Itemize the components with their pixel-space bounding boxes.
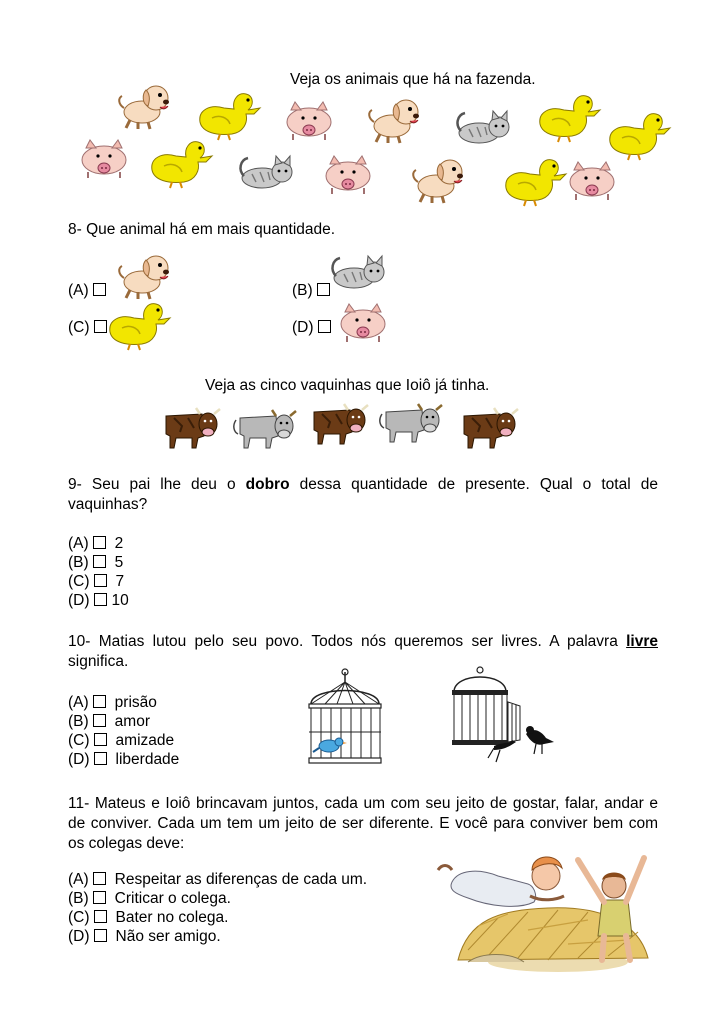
option-letter: (B) [292, 282, 313, 299]
option-letter: (A) [68, 535, 89, 552]
q10-text-end: significa. [68, 653, 129, 670]
q8-option-d[interactable] [292, 318, 334, 337]
q8-question: 8- Que animal há em mais quantidade. [68, 221, 336, 238]
checkbox[interactable] [93, 536, 106, 549]
q10-question [68, 632, 658, 672]
pig-icon [322, 152, 374, 196]
q10-option-b[interactable] [68, 712, 150, 731]
checkbox[interactable] [93, 283, 106, 296]
option-value: Não ser amigo. [115, 928, 221, 945]
checkbox[interactable] [93, 555, 106, 568]
option-value: 10 [111, 592, 129, 609]
checkbox[interactable] [94, 910, 107, 923]
checkbox[interactable] [94, 574, 107, 587]
option-letter: (D) [292, 319, 314, 336]
dog-icon [410, 156, 476, 206]
option-letter: (C) [68, 732, 90, 749]
checkbox[interactable] [93, 695, 106, 708]
closed-cage-with-bird-icon [305, 668, 385, 768]
duck-icon [604, 112, 670, 162]
option-value: 7 [115, 573, 125, 590]
option-letter: (A) [68, 282, 89, 299]
q11-option-d[interactable] [68, 927, 221, 946]
option-letter: (C) [68, 319, 90, 336]
cat-icon [330, 250, 390, 290]
q11-question: 11- Mateus e Ioiô brincavam juntos, cada um com seu jeito de gostar, falar, andar e de conviver. Cada um tem um jeito de ser diferente. E você para conviver bem com os colegas deve: [68, 795, 658, 852]
cows-group [0, 400, 728, 455]
option-value: liberdade [115, 751, 180, 768]
option-letter: (A) [68, 694, 89, 711]
cow-icon [310, 402, 372, 448]
q10-text-start: 10- Matias lutou pelo seu povo. Todos nós queremos ser livres. A palavra [68, 633, 627, 650]
q9-text-end: dessa quantidade de presente. Qual o total de vaquinhas? [68, 476, 658, 513]
dog-icon [116, 252, 182, 302]
cow-icon [162, 406, 224, 452]
checkbox[interactable] [94, 733, 107, 746]
checkbox[interactable] [93, 714, 106, 727]
children-playing-illustration [438, 840, 668, 975]
q10-option-a[interactable] [68, 693, 157, 712]
option-value: Criticar o colega. [114, 890, 231, 907]
cat-icon [238, 150, 298, 190]
q9-option-d[interactable] [68, 591, 129, 610]
option-value: Respeitar as diferenças de cada um. [114, 871, 368, 888]
dog-icon [116, 82, 182, 132]
q9-text-start: 9- Seu pai lhe deu o [68, 476, 246, 493]
q10-option-d[interactable] [68, 750, 179, 769]
pig-icon [566, 158, 618, 202]
q11-option-a[interactable] [68, 870, 367, 889]
checkbox[interactable] [317, 283, 330, 296]
cows-intro: Veja as cinco vaquinhas que Ioiô já tinha. [205, 377, 490, 394]
q11-option-c[interactable] [68, 908, 228, 927]
cow-icon [236, 406, 298, 452]
option-letter: (C) [68, 573, 90, 590]
option-letter: (D) [68, 592, 90, 609]
option-letter: (A) [68, 871, 89, 888]
checkbox[interactable] [318, 320, 331, 333]
q8-option-b[interactable] [292, 281, 333, 300]
checkbox[interactable] [94, 593, 107, 606]
q9-option-a[interactable] [68, 534, 123, 553]
q10-option-c[interactable] [68, 731, 174, 750]
duck-icon [104, 302, 170, 352]
option-value: prisão [114, 694, 157, 711]
option-value: Bater no colega. [115, 909, 229, 926]
pig-icon [283, 98, 335, 142]
q9-question [68, 475, 658, 515]
duck-icon [194, 92, 260, 142]
option-value: 5 [114, 554, 124, 571]
option-letter: (C) [68, 909, 90, 926]
cow-icon [382, 400, 444, 446]
q10-key-word: livre [626, 633, 658, 650]
duck-icon [146, 140, 212, 190]
q9-bold-word: dobro [245, 476, 290, 493]
farm-animals-group [0, 0, 728, 220]
pig-icon [337, 300, 389, 344]
option-letter: (D) [68, 928, 90, 945]
farm-intro: Veja os animais que há na fazenda. [290, 71, 536, 88]
option-letter: (B) [68, 890, 89, 907]
checkbox[interactable] [94, 929, 107, 942]
option-value: amizade [115, 732, 175, 749]
checkbox[interactable] [93, 891, 106, 904]
option-value: amor [114, 713, 150, 730]
cat-icon [455, 105, 515, 145]
q9-option-b[interactable] [68, 553, 123, 572]
checkbox[interactable] [94, 752, 107, 765]
q11-option-b[interactable] [68, 889, 231, 908]
checkbox[interactable] [93, 872, 106, 885]
option-letter: (B) [68, 554, 89, 571]
dog-icon [366, 96, 432, 146]
option-letter: (D) [68, 751, 90, 768]
open-cage-with-birds-icon [450, 662, 560, 767]
option-letter: (B) [68, 713, 89, 730]
duck-icon [534, 94, 600, 144]
q9-option-c[interactable] [68, 572, 124, 591]
duck-icon [500, 158, 566, 208]
pig-icon [78, 136, 130, 180]
q8-option-a[interactable] [68, 281, 109, 300]
option-value: 2 [114, 535, 124, 552]
cow-icon [460, 406, 522, 452]
